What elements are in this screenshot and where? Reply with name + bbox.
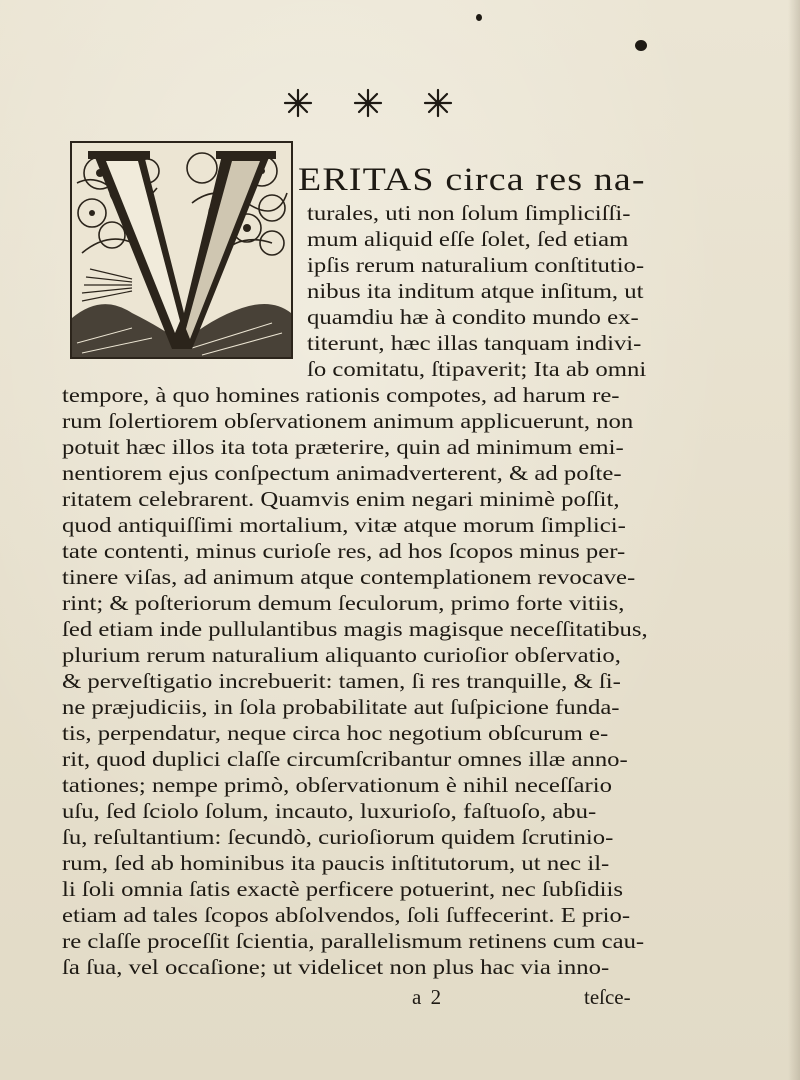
text-line-28: li ſoli omnia ſatis exactè perficere potuerint, nec ſubſidiis xyxy=(62,877,623,901)
star-icon xyxy=(423,88,453,118)
heading-line: ERITAS circa res na- xyxy=(298,162,646,198)
text-line-17: rint; & poſteriorum demum ſeculorum, primo forte vitiis, xyxy=(62,591,625,615)
text-line-26: ſu, reſultantium: ſecundò, curioſiorum quidem ſcrutinio- xyxy=(62,825,614,849)
text-line-14: quod antiquiſſimi mortalium, vitæ atque morum ſimplici- xyxy=(62,513,626,537)
text-line-18: ſed etiam inde pullulantibus magis magisque neceſſitatibus, xyxy=(62,617,648,641)
text-line-19: plurium rerum naturalium aliquanto curioſior obſervatio, xyxy=(62,643,621,667)
ink-spot xyxy=(476,14,482,21)
woodcut-initial-v xyxy=(70,141,293,359)
text-line-25: uſu, ſed ſciolo ſolum, incauto, luxurioſo, faſtuoſo, abu- xyxy=(62,799,597,823)
text-line-27: rum, ſed ab hominibus ita paucis inſtitutorum, ut nec il- xyxy=(62,851,610,875)
text-line-30: re claſſe proceſſit ſcientia, parallelismum retinens cum cau- xyxy=(62,929,645,953)
text-line-16: tinere viſas, ad animum atque contemplationem revocave- xyxy=(62,565,636,589)
text-line-7: titerunt, hæc illas tanquam indivi- xyxy=(307,331,642,355)
text-line-6: quamdiu hæ à condito mundo ex- xyxy=(307,305,639,329)
text-line-4: ipſis rerum naturalium conſtitutio- xyxy=(307,253,645,277)
text-line-21: ne præjudiciis, in ſola probabilitate aut ſuſpicione funda- xyxy=(62,695,620,719)
catchword: teſce- xyxy=(584,985,631,1009)
ink-spot xyxy=(635,40,647,51)
text-line-31: ſa ſua, vel occaſione; ut videlicet non plus hac via inno- xyxy=(62,955,610,979)
text-line-15: tate contenti, minus curioſe res, ad hos ſcopos minus per- xyxy=(62,539,626,563)
text-line-20: & perveſtigatio increbuerit: tamen, ſi res tranquille, & ſi- xyxy=(62,669,621,693)
text-line-8: ſo comitatu, ſtipaverit; Ita ab omni xyxy=(307,357,647,381)
text-line-5: nibus ita inditum atque inſitum, ut xyxy=(307,279,644,303)
text-line-10: rum ſolertiorem obſervationem animum applicuerunt, non xyxy=(62,409,634,433)
text-line-2: turales, uti non ſolum ſimpliciſſi- xyxy=(307,201,631,225)
text-line-1 xyxy=(298,160,646,200)
asterism-ornament xyxy=(283,86,453,120)
text-line-9: tempore, à quo homines rationis compotes, ad harum re- xyxy=(62,383,620,407)
text-line-24: tationes; nempe primò, obſervationum è nihil neceſſario xyxy=(62,773,612,797)
text-line-3: mum aliquid eſſe ſolet, ſed etiam xyxy=(307,227,629,251)
text-line-11: potuit hæc illos ita tota præterire, quin ad minimum emi- xyxy=(62,435,624,459)
text-line-13: ritatem celebrarent. Quamvis enim negari minimè poſſit, xyxy=(62,487,620,511)
star-icon xyxy=(283,88,313,118)
text-line-23: rit, quod duplici claſſe circumſcribantur omnes illæ anno- xyxy=(62,747,628,771)
text-line-29: etiam ad tales ſcopos abſolvendos, ſoli ſuffecerint. E prio- xyxy=(62,903,631,927)
star-icon xyxy=(353,88,383,118)
text-line-12: nentiorem ejus conſpectum animadverterent, & ad poſte- xyxy=(62,461,622,485)
page-edge-shadow xyxy=(788,0,800,1080)
signature-mark: a 2 xyxy=(412,985,444,1009)
text-line-22: tis, perpendatur, neque circa hoc negotium obſcurum e- xyxy=(62,721,609,745)
